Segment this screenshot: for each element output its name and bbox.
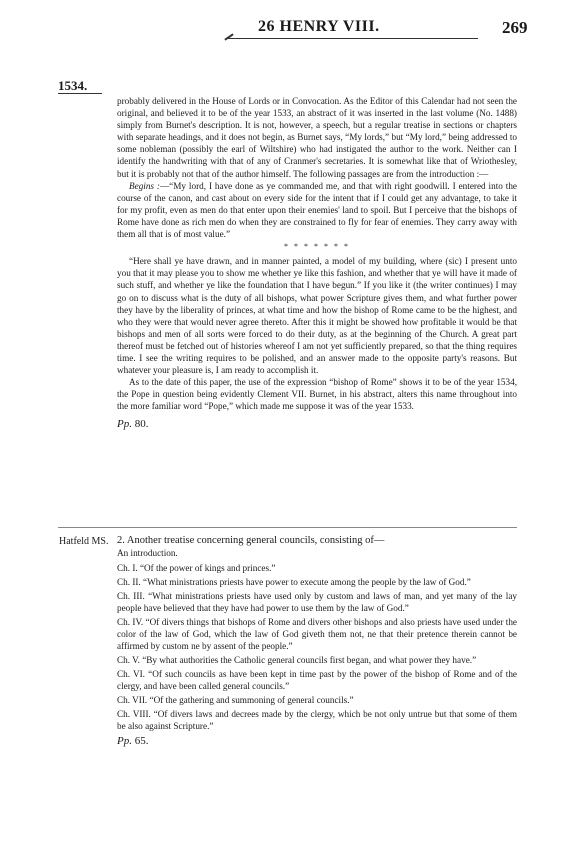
chapter-item: Ch. I. “Of the power of kings and princes.”	[117, 563, 276, 573]
chapter-item: Ch. VII. “Of the gathering and summoning of general councils.”	[117, 695, 354, 705]
date-paragraph: As to the date of this paper, the use of the expression “bishop of Rome” shows it to be of the year 1534, the Pope in question being evidently Clement VII. Burnet, in his abstract, alters this name throughout into the more familiar word “Pope,” which made me suppose it was of the year 1533.	[117, 377, 517, 412]
chapter-list	[117, 562, 517, 732]
margin-note: Hatfeld MS.	[59, 536, 109, 547]
chapter-item: Ch. VI. “Of such councils as have been kept in time past by the power of the bishop of Rome and of the clergy, and have been called general councils.”	[117, 669, 517, 691]
pages-value-2: 65.	[134, 735, 149, 747]
page-number: 269	[502, 18, 528, 37]
intro-paragraph: probably delivered in the House of Lords or in Convocation. As the Editor of this Calendar had not seen the original, and believed it to be of the year 1533, an abstract of it was inserted in the last volume (No. 1488) simply from Burnet's description. It is not, however, a speech, but a regular treatise in sections or chapters with separate headings, and it does not begin, as Burnet says, “My lords,” but “My lord,” being addressed to some nobleman (possibly the earl of Wiltshire) who had instigated the author to the work. Neither can I identify the handwriting with that of any of Cranmer's secretaries. It is somewhat like that of Wriothesley, but it is probably not that of the author himself. The following passages are from the introduction :—	[117, 96, 517, 179]
pages-label-2: Pp.	[117, 735, 132, 747]
chapter-item: Ch. II. “What ministrations priests have power to execute among the people by the law of God.”	[117, 577, 471, 587]
chapter-item: Ch. V. “By what authorities the Catholic general councils first began, and what power they have.”	[117, 655, 477, 665]
running-head: 26 HENRY VIII.	[258, 18, 380, 35]
entry-2-heading: 2. Another treatise concerning general councils, consisting of—	[117, 535, 385, 546]
pages-note-2	[117, 735, 517, 748]
chapter-item: Ch. III. “What ministrations priests have used only by custom and laws of man, and yet many of the lay people have believed that they have had power to use them by the law of God.”	[117, 591, 517, 613]
entry-1-body	[117, 95, 517, 431]
entry-2	[117, 534, 517, 748]
entry-2-intro: An introduction.	[117, 548, 178, 558]
chapter-item: Ch. IV. “Of divers things that bishops of Rome and divers other bishops and also priests have used under the color of the law of God, which the law of God giveth them not, ne that their pretence therein cannot be affirmed by custom ne by assent of the people.”	[117, 617, 517, 651]
here-paragraph: “Here shall ye have drawn, and in manner painted, a model of my building, where (sic) I present unto you that it may please you to show me whether ye like this fashion, and whether that ye will have it made of such stuff, and whether ye like the foundation that I have begun.” If you like it (the writer continues) I may go on to discuss what is the duty of all bishops, what power Scripture gives them, and what further power they have by the liberality of princes, at what time and how the bishop of Rome came to be the highest, and who they were that would never agree thereto. After this it might be showed how profitable it would be that bishops and men of all sorts were forced to do their duty, as at the beginning of the Church. A great part thereof must be fetched out of histories whereof I am not yet sufficiently prepared, so that the thing requires time. I see the writing requires to be polished, and an answer made to the opposite party's reasons. But whatever your pleasure is, I am ready to accomplish it.	[117, 256, 517, 376]
entry-divider	[58, 527, 517, 528]
pages-label-1: Pp.	[117, 418, 132, 431]
begins-text: —“My lord, I have done as ye commanded me, and that with right goodwill. I entered into the course of the canon, and cast about on every side for the intent that if I could get any advantage, to take it for my profit, even as men do that enter upon their enemies' land to spoil. But I perceive that the bishops of Rome have done as rich men do when they are constrained to fly for fear of enemies. They carry away with them all that is of most value.”	[117, 180, 517, 240]
header-rule	[228, 38, 478, 39]
year-rule	[58, 93, 102, 94]
header-flourish	[224, 33, 233, 40]
chapter-item: Ch. VIII. “Of divers laws and decrees made by the clergy, which be not only untrue but that some of them be also against Scripture.”	[117, 709, 517, 731]
begins-paragraph	[117, 180, 517, 240]
pages-value-1: 80.	[134, 418, 149, 431]
year-marker: 1534.	[58, 78, 88, 93]
pages-note-1	[117, 418, 517, 430]
begins-label: Begins :	[129, 180, 160, 191]
ellipsis-stars: * * * * * * *	[284, 242, 350, 252]
